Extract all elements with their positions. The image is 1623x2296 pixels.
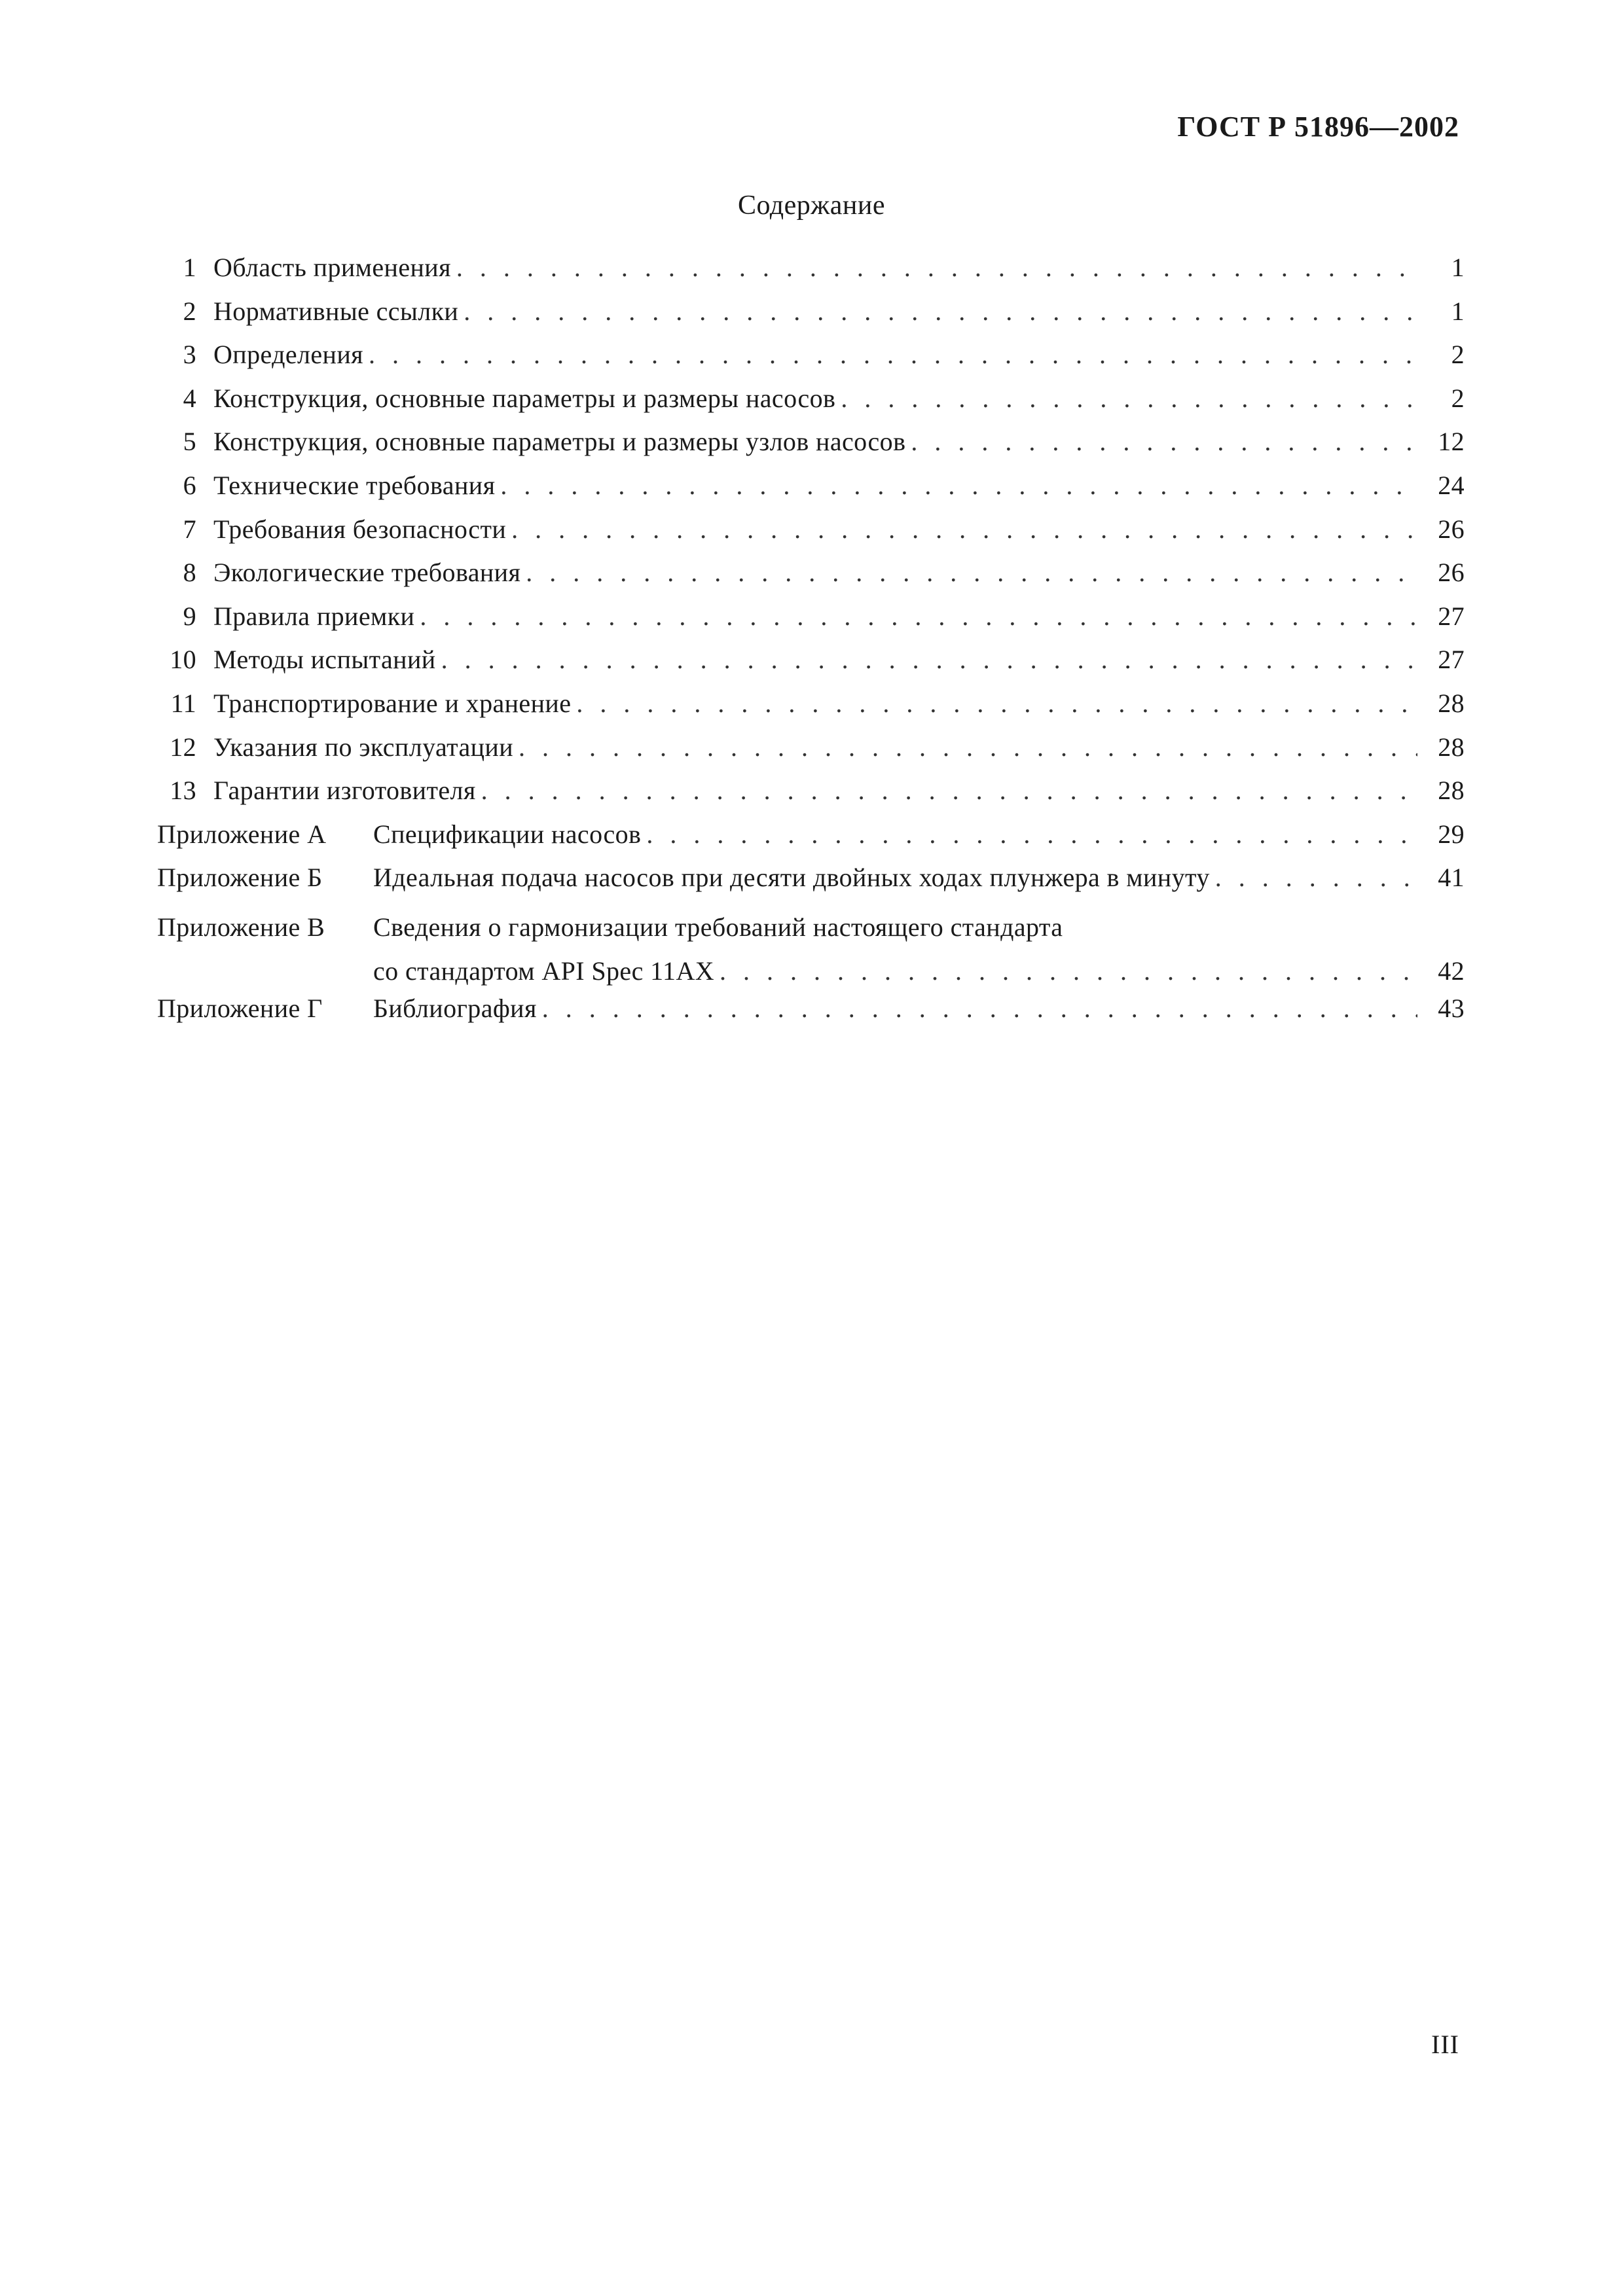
dot-leader — [456, 252, 1417, 283]
toc-entry-6[interactable] — [157, 470, 1465, 514]
toc-entry-7[interactable] — [157, 514, 1465, 558]
toc-entry-page: 26 — [1438, 514, 1465, 544]
toc-entry-title: Указания по эксплуатации — [213, 732, 514, 762]
toc-entry-page: 29 — [1438, 819, 1465, 849]
appendix-label: Приложение А — [157, 819, 327, 849]
toc-entry-page: 43 — [1438, 994, 1465, 1024]
toc-entry-5[interactable] — [157, 426, 1465, 470]
dot-leader — [481, 775, 1417, 806]
toc-entry-2[interactable] — [157, 296, 1465, 340]
toc-entry-11[interactable] — [157, 688, 1465, 732]
appendix-title: Сведения о гармонизации требований настоящего стандарта — [373, 912, 1063, 942]
toc-entry-number: 3 — [183, 340, 196, 370]
toc-entry-12[interactable] — [157, 732, 1465, 776]
toc-entry-number: 10 — [170, 645, 196, 675]
dot-leader — [369, 339, 1417, 370]
toc-appendix-g[interactable] — [157, 993, 1465, 1037]
toc-entry-title: Область применения — [213, 253, 451, 282]
toc-entry-number: 11 — [170, 688, 196, 718]
toc-entry-number: 5 — [183, 427, 196, 457]
toc-entry-number: 1 — [183, 253, 196, 282]
dot-leader — [576, 688, 1417, 719]
toc-entry-number: 13 — [170, 776, 196, 806]
toc-entry-page: 1 — [1451, 253, 1465, 282]
toc-entry-number: 9 — [183, 601, 196, 631]
toc-entry-title: Конструкция, основные параметры и размеры узлов насосов — [213, 427, 906, 457]
toc-entry-page: 27 — [1438, 645, 1465, 675]
toc-entry-title: Гарантии изготовителя — [213, 776, 476, 806]
appendix-title: Спецификации насосов — [373, 819, 642, 849]
toc-entry-8[interactable] — [157, 557, 1465, 601]
toc-entry-number: 2 — [183, 296, 196, 326]
toc-entry-9[interactable] — [157, 601, 1465, 645]
toc-entry-number: 6 — [183, 470, 196, 500]
toc-entry-number: 4 — [183, 383, 196, 413]
toc-entry-page: 12 — [1438, 427, 1465, 457]
toc-entry-page: 26 — [1438, 558, 1465, 588]
dot-leader — [464, 296, 1417, 327]
toc-entry-page: 27 — [1438, 601, 1465, 631]
toc-entry-title: Методы испытаний — [213, 645, 436, 675]
toc-entry-4[interactable] — [157, 383, 1465, 427]
toc-entry-page: 42 — [1438, 956, 1465, 986]
appendix-title-line2: со стандартом API Spec 11AX — [373, 956, 715, 986]
toc-entry-title: Требования безопасности — [213, 514, 507, 544]
toc-entry-1[interactable] — [157, 252, 1465, 296]
dot-leader — [500, 470, 1417, 501]
toc-entry-number: 7 — [183, 514, 196, 544]
dot-leader — [420, 601, 1417, 632]
toc-entry-title: Нормативные ссылки — [213, 296, 459, 326]
appendix-title: Идеальная подача насосов при десяти двойных ходах плунжера в минуту — [373, 863, 1210, 893]
toc-entry-title: Конструкция, основные параметры и размеры насосов — [213, 383, 836, 413]
dot-leader — [911, 426, 1417, 457]
table-of-contents — [157, 252, 1465, 1037]
toc-entry-page: 28 — [1438, 688, 1465, 718]
dot-leader — [841, 383, 1417, 414]
dot-leader — [441, 644, 1417, 675]
toc-title: Содержание — [737, 190, 886, 221]
dot-leader — [511, 514, 1417, 545]
toc-appendix-b[interactable] — [157, 862, 1465, 906]
appendix-title: Библиография — [373, 994, 537, 1024]
toc-appendix-a[interactable] — [157, 819, 1465, 863]
toc-entry-title: Правила приемки — [213, 601, 415, 631]
toc-entry-number: 12 — [170, 732, 196, 762]
toc-entry-3[interactable] — [157, 339, 1465, 383]
toc-entry-page: 2 — [1451, 383, 1465, 413]
dot-leader — [526, 557, 1417, 588]
toc-entry-page: 28 — [1438, 732, 1465, 762]
toc-entry-title: Определения — [213, 340, 363, 370]
page-number: III — [1431, 2030, 1459, 2059]
toc-entry-10[interactable] — [157, 644, 1465, 688]
toc-entry-title: Транспортирование и хранение — [213, 688, 572, 718]
dot-leader — [720, 950, 1417, 994]
toc-entry-page: 28 — [1438, 776, 1465, 806]
toc-entry-page: 41 — [1438, 863, 1465, 893]
toc-appendix-v[interactable] — [157, 906, 1465, 993]
appendix-label: Приложение Г — [157, 994, 323, 1024]
dot-leader — [542, 993, 1417, 1024]
toc-entry-13[interactable] — [157, 775, 1465, 819]
dot-leader — [519, 732, 1417, 762]
toc-entry-number: 8 — [183, 558, 196, 588]
appendix-label: Приложение Б — [157, 863, 323, 893]
dot-leader — [1215, 862, 1417, 893]
toc-entry-page: 1 — [1451, 296, 1465, 326]
document-id: ГОСТ Р 51896—2002 — [1177, 111, 1459, 143]
toc-entry-title: Технические требования — [213, 470, 496, 500]
toc-entry-page: 24 — [1438, 470, 1465, 500]
dot-leader — [646, 819, 1417, 850]
toc-entry-page: 2 — [1451, 340, 1465, 370]
toc-entry-title: Экологические требования — [213, 558, 521, 588]
appendix-label: Приложение В — [157, 912, 325, 942]
